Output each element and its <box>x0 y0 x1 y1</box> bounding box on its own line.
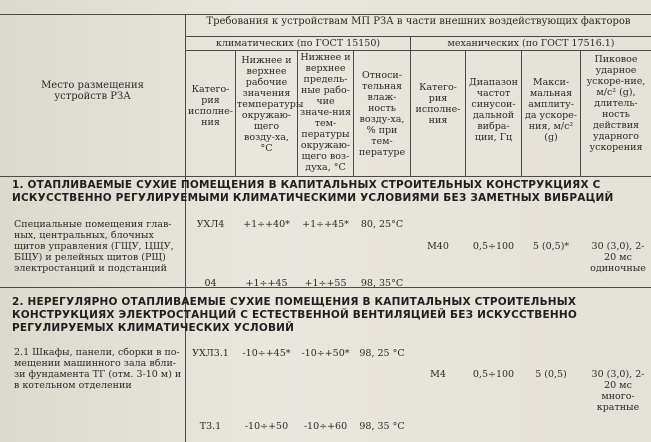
working-temperature-header: Нижнее и верхнее рабочие значения температуры окружаю-щего возду-ха, °С <box>237 55 304 154</box>
s2-row1-category: УХЛ3.1 <box>192 348 229 359</box>
s1-row2-work-temp: +1÷+45 <box>245 278 288 289</box>
mechanical-category-header: Катего-рия исполне-ния <box>415 82 461 126</box>
section-1-location: Специальные помещения глав-ных, центральных, блочных щитов управления (ГЩУ, ЦЩУ, БЩУ) и релейных щитов (РЩ) электростанций и подстанций <box>14 219 174 274</box>
s2-row2-work-temp: -10÷+50 <box>244 421 289 432</box>
s1-row2-humidity: 98, 35°С <box>360 278 404 289</box>
s2-row2-humidity: 98, 35 °С <box>359 421 405 432</box>
limit-temperature-header: Нижнее и верхнее предель-ные рабо-чие значе-ния тем-пературы окружаю-щего воз-духа, °С <box>300 52 351 173</box>
climatic-category-header: Катего-рия исполне-ния <box>188 84 233 128</box>
s1-row1-humidity: 80, 25°С <box>360 219 404 230</box>
col-divider <box>521 50 522 176</box>
s2-row1-humidity: 98, 25 °С <box>359 348 405 359</box>
climatic-group-header: климатических (по ГОСТ 15150) <box>215 38 381 49</box>
max-acceleration-header: Макси-мальная амплиту-да ускоре-ния, м/с² (g) <box>524 77 577 143</box>
s1-row2-category: 04 <box>204 278 217 289</box>
section-2-title: 2. НЕРЕГУЛЯРНО ОТАПЛИВАЕМЫЕ СУХИЕ ПОМЕЩЕНИЯ В КАПИТАЛЬНЫХ СТРОИТЕЛЬНЫХ КОНСТРУКЦИЯХ ЭЛЕКТРОСТАНЦИЙ С ЕСТЕСТВЕННОЙ ВЕНТИЛЯЦИЕЙ БЕЗ ИСКУССТВЕННО РЕГУЛИРУЕМЫХ КЛИМАТИЧЕСКИХ УСЛОВИЙ <box>12 296 577 334</box>
s2-shock-accel: 30 (3,0), 2-20 мс много-кратные <box>591 369 645 413</box>
section-1-title: 1. ОТАПЛИВАЕМЫЕ СУХИЕ ПОМЕЩЕНИЯ В КАПИТАЛЬНЫХ СТРОИТЕЛЬНЫХ КОНСТРУКЦИЯХ С ИСКУССТВЕННО РЕГУЛИРУЕМЫМИ КЛИМАТИЧЕСКИМИ УСЛОВИЯМИ БЕЗ ЗАМЕТНЫХ ВИБРАЦИЙ <box>12 179 614 204</box>
requirements-title: Требования к устройствам МП РЗА в части внешних воздействующих факторов <box>206 16 631 27</box>
group-header-divider <box>185 36 651 37</box>
vibration-frequency-header: Диапазон частот синусои-дальной вибра-ции, Гц <box>469 77 518 143</box>
col-divider <box>465 50 466 176</box>
s2-row2-limit-temp: -10÷+60 <box>303 421 348 432</box>
col-divider <box>580 50 581 176</box>
s2-row1-limit-temp: -10÷+50* <box>301 348 350 359</box>
table-top-border <box>0 14 651 15</box>
s1-mech-category: М40 <box>427 241 449 252</box>
s1-row1-limit-temp: +1÷+45* <box>302 219 349 230</box>
s2-max-accel: 5 (0,5) <box>535 369 567 380</box>
col-divider <box>235 50 236 176</box>
s2-row2-category: Т3.1 <box>199 421 222 432</box>
col-divider <box>410 36 411 176</box>
mechanical-group-header: механических (по ГОСТ 17516.1) <box>447 38 615 49</box>
col-divider <box>297 50 298 176</box>
header-bottom-border <box>0 176 651 177</box>
col-divider <box>353 50 354 176</box>
s1-freq-range: 0,5÷100 <box>472 241 515 252</box>
humidity-header: Относи-тельная влаж-ность возду-ха, % при тем-пературе <box>358 70 406 158</box>
shock-acceleration-header: Пиковое ударное ускоре-ние, м/с² (g), длитель-ность действия ударного ускорения <box>586 54 646 153</box>
s2-mech-category: М4 <box>430 369 446 380</box>
s1-row1-work-temp: +1÷+40* <box>243 219 290 230</box>
s1-row1-category: УХЛ4 <box>196 219 225 230</box>
location-column-header: Место размещения устройств РЗА <box>41 80 144 102</box>
s2-row1-work-temp: -10÷+45* <box>242 348 291 359</box>
s1-row2-limit-temp: +1÷+55 <box>304 278 347 289</box>
s2-freq-range: 0,5÷100 <box>472 369 515 380</box>
section-2-location: 2.1 Шкафы, панели, сборки в по-мещении машинного зала вбли-зи фундамента ТГ (отм. 3-10 м) и в котельном отделении <box>14 347 182 391</box>
subheader-divider <box>185 50 651 51</box>
s1-max-accel: 5 (0,5)* <box>532 241 570 252</box>
s1-shock-accel: 30 (3,0), 2-20 мс одиночные <box>590 241 646 274</box>
